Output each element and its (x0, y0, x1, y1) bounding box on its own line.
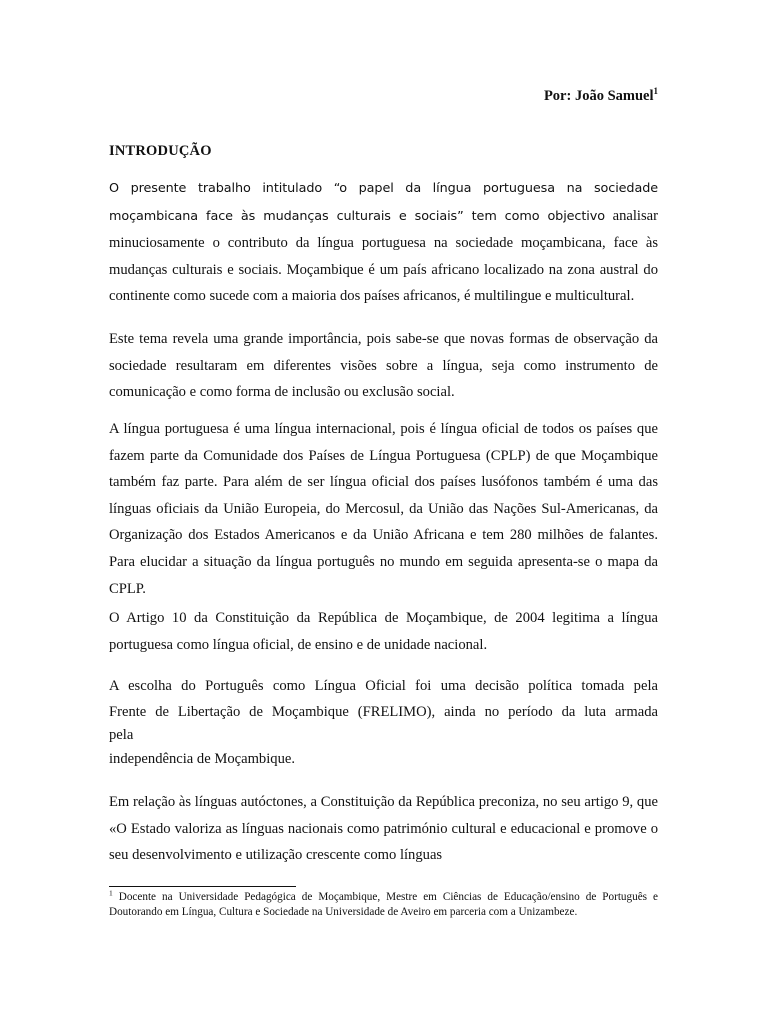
paragraph-1 (109, 175, 658, 310)
paragraph-5-line-4: independência de Moçambique. (109, 750, 295, 767)
paragraph-1-rest: analisar minuciosamente o contributo da língua portuguesa na sociedade moçambicana, face às mudanças culturais e sociais. Moçambique é um país africano localizado na zona austral do continente como sucede com a maioria dos países africanos, é multilingue e multicultural. (109, 207, 658, 305)
paragraph-2: Este tema revela uma grande importância, pois sabe-se que novas formas de observação da sociedade resultaram em diferentes visões sobre a língua, seja como instrumento de comunicação e como forma de inclusão ou exclusão social. (109, 331, 658, 401)
paragraph-3: A língua portuguesa é uma língua internacional, pois é língua oficial de todos os países que fazem parte da Comunidade dos Países de Língua Portuguesa (CPLP) de que Moçambique também faz parte. Para além de ser língua oficial dos países lusófonos também é uma das línguas oficiais da União Europeia, do Mercosul, da União das Nações Sul-Americanas, da Organização dos Estados Americanos e da União Africana e tem 280 milhões de falantes. Para elucidar a situação da língua português no mundo em seguida apresenta-se o mapa da CPLP. (109, 421, 658, 597)
author-name: Por: João Samuel (543, 88, 654, 104)
section-heading: INTRODUÇÃO (109, 143, 212, 159)
footnote-separator (109, 886, 296, 887)
paragraph-5-line-1: A escolha do Português como Língua Oficial foi uma decisão política tomada pela (109, 678, 658, 694)
footnote (109, 890, 658, 919)
paragraph-4: O Artigo 10 da Constituição da República de Moçambique, de 2004 legitima a língua portuguesa como língua oficial, de ensino e de unidade nacional. (109, 610, 658, 653)
paragraph-6: Em relação às línguas autóctones, a Constituição da República preconiza, no seu artigo 9, que «O Estado valoriza as línguas nacionais como património cultural e educacional e promove o seu desenvolvimento e utilização crescente como línguas (109, 794, 658, 864)
author-line (544, 88, 658, 105)
paragraph-5-line-2: Frente de Libertação de Moçambique (FRELIMO), ainda no período da luta armada (109, 703, 658, 720)
footnote-mark: 1 (109, 888, 113, 898)
footnote-text: Docente na Universidade Pedagógica de Moçambique, Mestre em Ciências de Educação/ensino de Português e Doutorando em Língua, Cultura e Sociedade na Universidade de Aveiro em parceria com a Unizambeze. (109, 891, 658, 918)
paragraph-1-lead: O presente trabalho intitulado “o papel da língua portuguesa na sociedade moçambicana face às mudanças culturais e sociais” tem como objectivo (109, 181, 658, 224)
author-footnote-mark: 1 (653, 86, 658, 97)
paragraph-5 (109, 673, 658, 771)
paragraph-5-line-3: pela (109, 726, 134, 743)
